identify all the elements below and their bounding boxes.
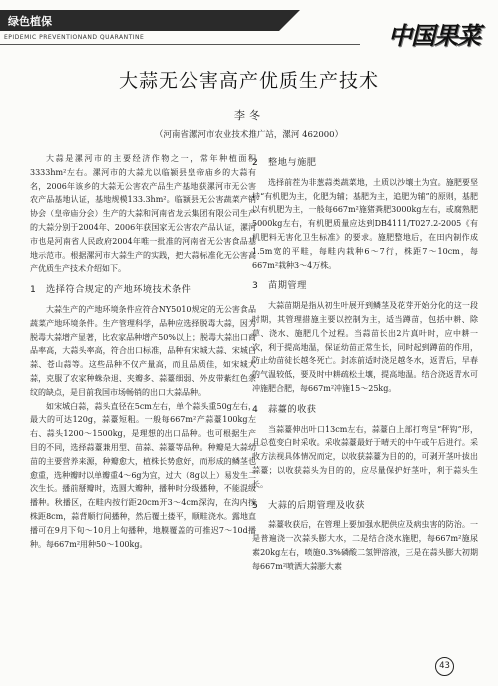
paragraph: 蒜薹收获后，在管理上要加强水肥供应及病虫害的防治。一是普遍浇一次蒜头膨大水，二是结合浇水施肥，每667m²施尿素20kg左右，喷施0.3%磷酸二氢钾溶液，三是在蒜头膨大初期每667m²喷洒大蒜膨大素	[252, 520, 478, 571]
section-heading: 3 苗期管理	[252, 280, 307, 292]
right-column	[252, 156, 478, 574]
header-rule	[0, 44, 360, 45]
paragraph: 大蒜生产的产地环境条件应符合NY5010规定的无公害食品蔬菜产地环境条件。生产管理科学，品种应选择脱毒大蒜，因为脱毒大蒜增产显著，比农家品种增产50%以上；脱毒大蒜出口商品率高，大蒜头率高，符合出口标准，品种有宋城大蒜、宋城白蒜、苍山蒜等。这些品种不仅产量高，而且品质佳，如宋城大蒜，克服了农家种蛛杂退、夹瓣多、蒜薹细弱、外皮带紫红色条纹的缺点，是目前我国市场畅销的出口大蒜品种。	[30, 304, 256, 397]
section-heading: 2 整地与施肥	[252, 157, 317, 168]
left-column	[30, 152, 256, 551]
journal-header	[0, 0, 498, 52]
section-heading: 4 蒜薹的收获	[252, 403, 317, 415]
page-number: 43	[435, 657, 454, 676]
article-affiliation: （河南省漯河市农业技术推广站，漯河 462000）	[154, 130, 344, 140]
paragraph: 大蒜是漯河市的主要经济作物之一，常年种植面积3333hm²左右。漯河市的大蒜尤以临颍县皇帝庙乡的大蒜有名，2006年该乡的大蒜无公害农产品生产基地获漯河市无公害农产品基地认证，基地规模133.3hm²。临颍县无公害蔬菜产销协会（皇帝庙分会）生产的大蒜和河南省龙云集团有限公司生产的大蒜分别于2004年、2006年获国家无公害农产品认证，漯河市也是河南省人民政府2004年唯一批准的河南省无公害食品基地示范市。根据漯河市大蒜生产的实践，把大蒜标准化无公害高产优质生产技术介绍如下。	[30, 154, 256, 274]
paragraph: 大蒜苗期是指从初生叶展开到鳞茎及花芽开始分化的这一段时期，其管理措施主要以控制为主，适当蹲苗，包括中耕、除草、浇水、施肥几个过程。当蒜苗长出2片真叶时，应中耕一次，利于提高地温，保证幼苗正常生长，同时起到蹲苗的作用，防止幼苗徒长越冬死亡。封冻前适时浇足越冬水，返青后，早春的气温较低，要及时中耕疏松土壤，提高地温。结合浇返青水可冲施肥合肥，每667m²冲施15～25kg。	[252, 301, 478, 393]
journal-logo: 中国果菜	[388, 22, 480, 50]
column-title: 绿色植保	[8, 15, 52, 28]
column-subtitle: EPIDEMIC PREVENTIONAND QUARANTINE	[4, 34, 145, 41]
article-title: 大蒜无公害高产优质生产技术	[118, 70, 379, 92]
paragraph: 如宋城白蒜，蒜头直径在5cm左右，单个蒜头重50g左右，最大的可达120g，蒜薹短粗。一般每667m²产蒜薹100kg左右、蒜头1200～1500kg，是理想的出口品种。也可根据生产目的不同，选择蒜薹兼用型、苗蒜、蒜薹等品种。种瓣是大蒜幼苗的主要营养来源，种瓣愈大，植株长势愈好，而形成的鳞茎也愈重，选种瓣时以单瓣重4～6g为宜，过大（8g以上）易发生二次生长。播前掰瓣时，选圆大瓣种，播种时分级播种，不能混级播种。秋播区，在畦内按行距20cm开3～4cm深沟，在沟内按株距8cm，蒜背顺行间播种，然后覆土搂平，顺畦浇水。露地直播可在9月下旬～10月上旬播种，地膜覆盖的可推迟7～10d播种。每667m²用种50～100kg。	[30, 401, 256, 549]
section-heading: 5 大蒜的后期管理及收获	[252, 499, 365, 511]
section-heading: 1 选择符合规定的产地环境技术条件	[30, 284, 192, 296]
article-author: 李冬	[234, 109, 264, 122]
paragraph: 当蒜薹伸出叶口13cm左右，蒜薹白上部打弯呈“秤钩”形，且总苞变白时采收。采收蒜薹最好于晴天的中午或午后进行。采收方法视具体情况而定，以收获蒜薹为目的的，可剥开茎叶拔出蒜薹；以收获蒜头为目的的，应尽量保护好茎叶，利于蒜头生长。	[252, 424, 478, 489]
paragraph: 选择前茬为非葱蒜类蔬菜地，土质以沙壤土为宜。施肥要坚持“有机肥为主，化肥为辅；基肥为主，追肥为辅”的原则，基肥以有机肥为主，一般每667m²施猪粪肥3000kg左右，或腐熟肥5000kg左右，有机肥质量应达到DB4111/T027.2-2005《有机肥料无害化卫生标准》的要求。施肥整地后，在田内制作成1.5m宽的平畦，每畦内栽种6～7行，株距7～10cm，每667m²栽种3～4万株。	[252, 177, 478, 270]
